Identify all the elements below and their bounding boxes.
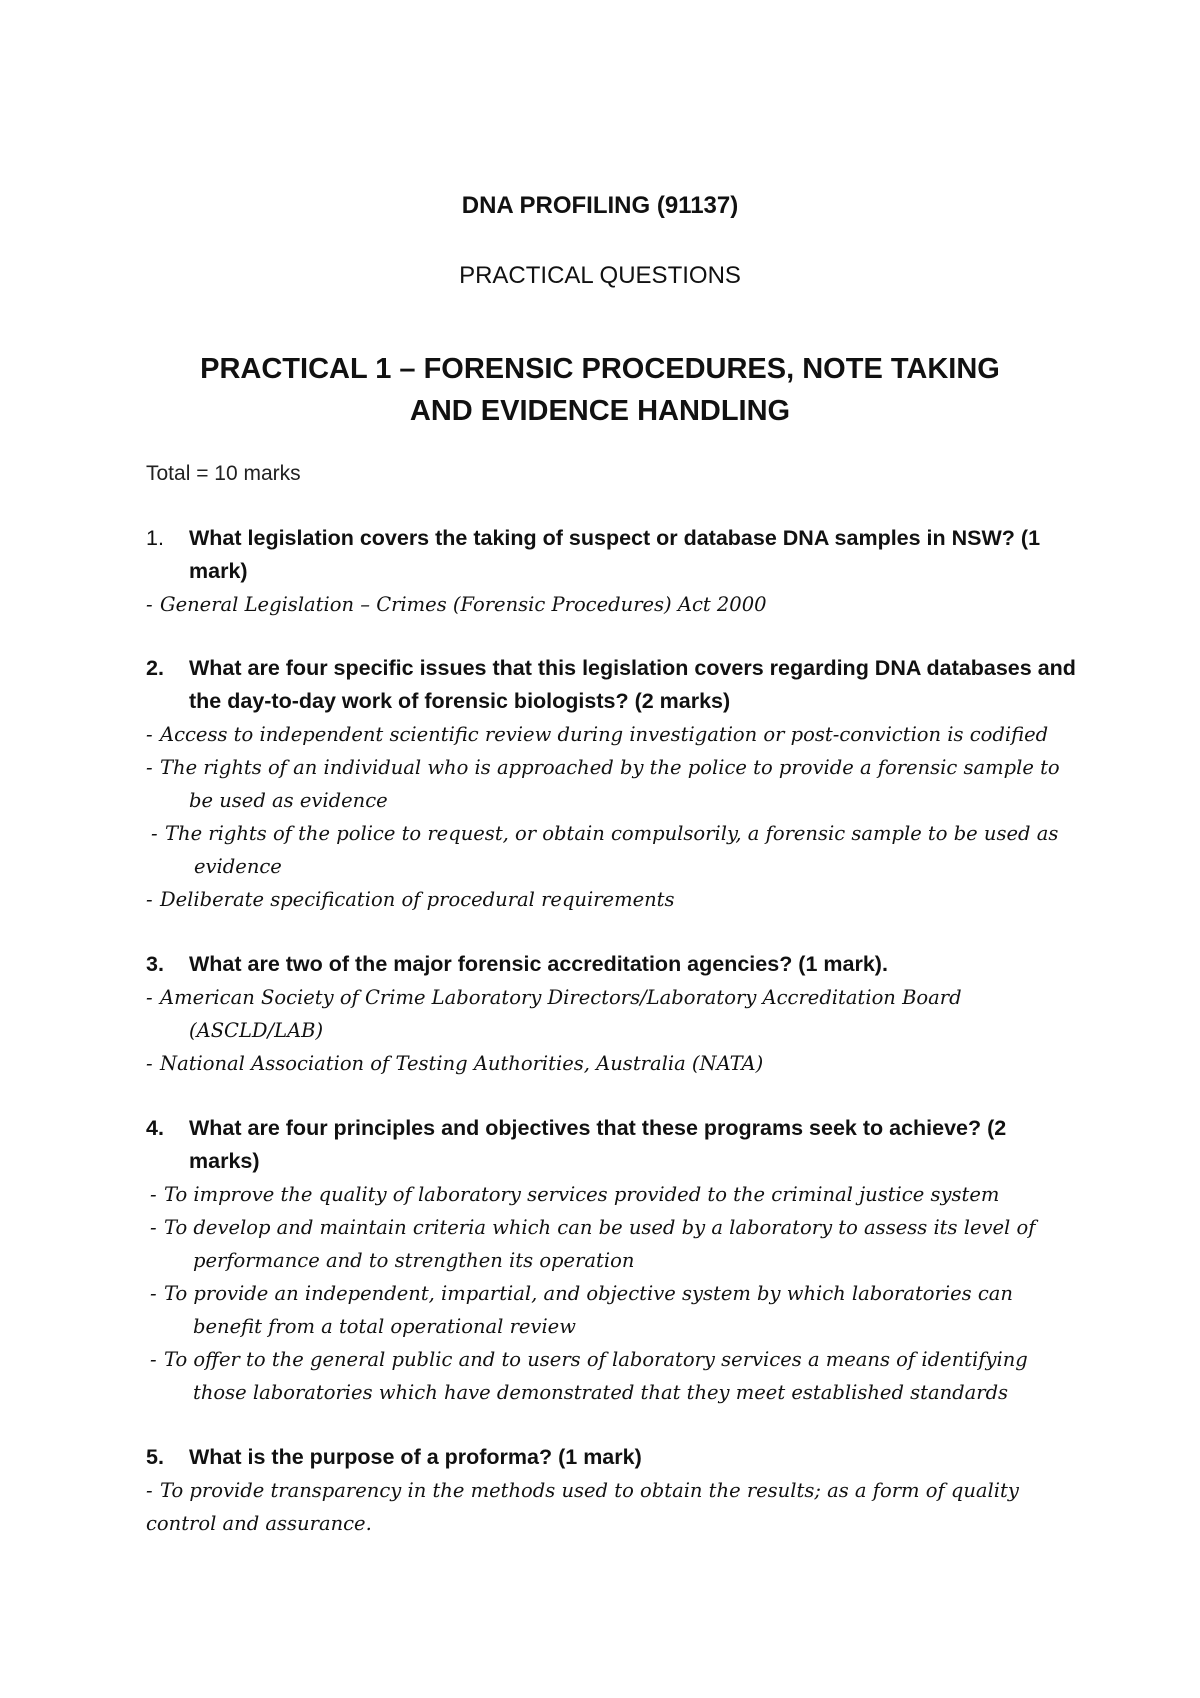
question-header	[146, 948, 1076, 981]
answer-dash: -	[146, 756, 153, 779]
answer-list	[146, 718, 1076, 916]
answer-item	[150, 1277, 1076, 1343]
question-text: What legislation covers the taking of suspect or database DNA samples in NSW? (1 mark)	[189, 526, 1041, 583]
answer-dash: -	[146, 593, 153, 616]
answer-dash: -	[146, 1479, 153, 1502]
answer-text: Access to independent scientific review during investigation or post-conviction is codified	[160, 723, 1049, 746]
question-header	[146, 652, 1076, 718]
question-header	[146, 1112, 1076, 1178]
question-header	[146, 1441, 1076, 1474]
answer-item	[150, 1211, 1076, 1277]
answer-item	[146, 718, 1076, 751]
question-number: 4.	[146, 1116, 164, 1140]
answer-item	[146, 981, 1076, 1047]
section-heading-line-2: AND EVIDENCE HANDLING	[409, 395, 791, 427]
question-5	[146, 1441, 1076, 1540]
answer-text: American Society of Crime Laboratory Directors/Laboratory Accreditation Board (ASCLD/LAB)	[160, 986, 962, 1042]
answer-text: To develop and maintain criteria which can be used by a laboratory to assess its level of performance and to strengthen its operation	[164, 1216, 1036, 1272]
document-subtitle: PRACTICAL QUESTIONS	[459, 262, 741, 289]
answer-text: The rights of an individual who is approached by the police to provide a forensic sample to be used as evidence	[160, 756, 1060, 812]
answer-item	[146, 1047, 1076, 1080]
section-heading-line-1: PRACTICAL 1 – FORENSIC PROCEDURES, NOTE TAKING	[200, 353, 1000, 385]
question-text: What are four specific issues that this legislation covers regarding DNA databases and the day-to-day work of forensic biologists? (2 marks)	[189, 656, 1076, 713]
question-number: 1.	[146, 526, 164, 550]
answer-text: To improve the quality of laboratory services provided to the criminal justice system	[164, 1183, 1000, 1206]
question-3	[146, 948, 1076, 1080]
answer-text: General Legislation – Crimes (Forensic Procedures) Act 2000	[160, 593, 767, 616]
answer-item	[146, 883, 1076, 916]
question-text: What are two of the major forensic accreditation agencies? (1 mark).	[189, 952, 888, 976]
answer-dash: -	[146, 1052, 153, 1075]
question-number: 5.	[146, 1445, 164, 1469]
answer-list	[146, 1178, 1076, 1409]
answer-text: To provide transparency in the methods used to obtain the results; as a form of quality control and assurance.	[146, 1479, 1019, 1535]
section-heading	[0, 348, 1200, 432]
answer-text: To offer to the general public and to users of laboratory services a means of identifying those laboratories which have demonstrated that they meet established standards	[164, 1348, 1028, 1404]
answer-dash: -	[146, 723, 153, 746]
answer-list	[146, 588, 1076, 621]
answer-dash: -	[150, 1348, 157, 1371]
answer-dash: -	[151, 822, 158, 845]
answer-list	[146, 981, 1076, 1080]
answer-dash: -	[146, 986, 153, 1009]
answer-item	[146, 751, 1076, 817]
answer-dash: -	[150, 1216, 157, 1239]
answer-item	[150, 1343, 1076, 1409]
question-1	[146, 522, 1076, 621]
answer-text: National Association of Testing Authorities, Australia (NATA)	[160, 1052, 764, 1075]
total-marks: Total = 10 marks	[146, 462, 301, 485]
question-4	[146, 1112, 1076, 1409]
answer-text: Deliberate specification of procedural requirements	[160, 888, 675, 911]
question-number: 2.	[146, 656, 164, 680]
answer-dash: -	[146, 888, 153, 911]
answer-text: The rights of the police to request, or obtain compulsorily, a forensic sample to be used as evidence	[165, 822, 1059, 878]
question-list	[146, 522, 1076, 1572]
question-number: 3.	[146, 952, 164, 976]
answer-item	[146, 817, 1076, 883]
question-2	[146, 652, 1076, 916]
answer-dash: -	[150, 1183, 157, 1206]
answer-item	[146, 588, 1076, 621]
answer-item	[146, 1474, 1076, 1540]
question-text: What is the purpose of a proforma? (1 mark)	[189, 1445, 642, 1469]
answer-item	[150, 1178, 1076, 1211]
answer-text: To provide an independent, impartial, and objective system by which laboratories can benefit from a total operational review	[164, 1282, 1013, 1338]
document-title: DNA PROFILING (91137)	[461, 192, 739, 219]
answer-list	[146, 1474, 1076, 1540]
question-header	[146, 522, 1076, 588]
answer-dash: -	[150, 1282, 157, 1305]
question-text: What are four principles and objectives that these programs seek to achieve? (2 marks)	[189, 1116, 1007, 1173]
